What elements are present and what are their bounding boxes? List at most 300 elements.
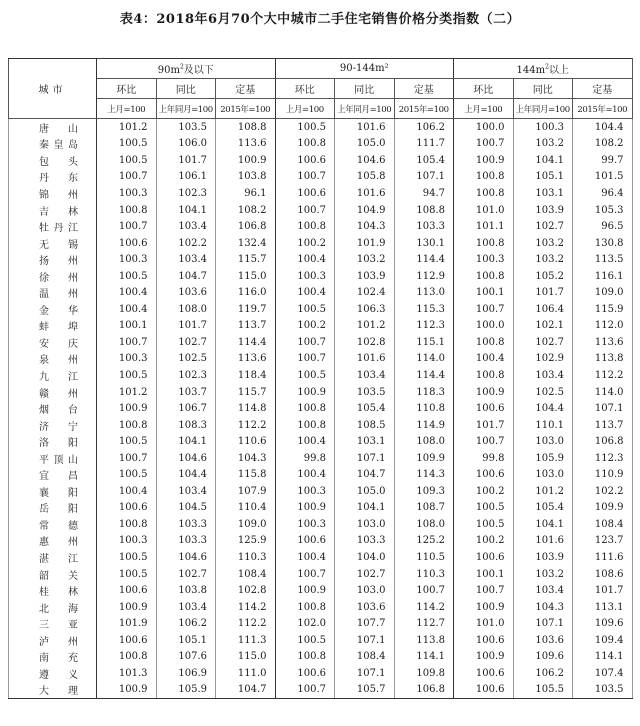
index-value: 132.4 [216, 235, 276, 252]
index-value: 105.0 [335, 136, 395, 153]
index-value: 101.3 [97, 665, 157, 682]
index-value: 109.6 [573, 615, 633, 632]
index-value: 103.3 [335, 533, 395, 550]
index-value: 104.7 [335, 466, 395, 483]
index-value: 100.5 [97, 566, 157, 583]
index-value: 103.4 [156, 483, 216, 500]
index-value: 96.5 [573, 218, 633, 235]
table-row [9, 119, 633, 136]
index-value: 100.5 [275, 632, 335, 649]
index-value: 106.2 [394, 119, 454, 136]
index-value: 110.3 [216, 549, 276, 566]
table-row [9, 218, 633, 235]
index-value: 114.2 [394, 599, 454, 616]
city-name: 宜昌 [9, 466, 97, 483]
index-value: 103.4 [513, 367, 573, 384]
index-value: 107.9 [216, 483, 276, 500]
city-name: 蚌埠 [9, 318, 97, 335]
index-value: 104.1 [156, 202, 216, 219]
index-value: 100.3 [97, 351, 157, 368]
index-value: 100.5 [97, 549, 157, 566]
index-value: 103.3 [156, 533, 216, 550]
index-value: 109.6 [513, 649, 573, 666]
index-value: 100.8 [275, 136, 335, 153]
index-value: 100.7 [97, 218, 157, 235]
index-value: 108.4 [573, 516, 633, 533]
index-value: 110.9 [573, 466, 633, 483]
index-value: 103.4 [156, 599, 216, 616]
index-value: 101.7 [156, 318, 216, 335]
index-value: 104.1 [513, 152, 573, 169]
city-name: 安庆 [9, 334, 97, 351]
index-value: 96.1 [216, 185, 276, 202]
index-value: 102.5 [513, 384, 573, 401]
index-value: 102.5 [156, 351, 216, 368]
index-value: 119.7 [216, 301, 276, 318]
index-value: 106.3 [335, 301, 395, 318]
city-name: 扬州 [9, 251, 97, 268]
index-value: 123.7 [573, 533, 633, 550]
city-name: 南充 [9, 649, 97, 666]
city-name: 牡丹江 [9, 218, 97, 235]
index-value: 108.8 [394, 202, 454, 219]
index-value: 125.2 [394, 533, 454, 550]
index-value: 103.0 [513, 433, 573, 450]
index-value: 106.9 [156, 665, 216, 682]
index-value: 103.4 [335, 367, 395, 384]
index-value: 100.5 [275, 119, 335, 136]
index-value: 100.5 [97, 433, 157, 450]
index-value: 109.4 [573, 632, 633, 649]
index-value: 101.6 [513, 533, 573, 550]
index-value: 107.4 [573, 665, 633, 682]
index-value: 116.0 [216, 284, 276, 301]
index-value: 100.9 [275, 384, 335, 401]
index-value: 100.9 [454, 152, 514, 169]
index-value: 100.5 [275, 367, 335, 384]
index-value: 100.8 [275, 417, 335, 434]
city-name: 无锡 [9, 235, 97, 252]
index-value: 100.3 [275, 483, 335, 500]
index-value: 102.8 [216, 582, 276, 599]
index-value: 114.1 [394, 649, 454, 666]
city-name: 惠州 [9, 533, 97, 550]
index-value: 100.5 [97, 152, 157, 169]
index-value: 103.4 [513, 582, 573, 599]
base-header: 2015年=100 [216, 99, 276, 119]
index-value: 100.3 [275, 268, 335, 285]
index-value: 104.4 [573, 119, 633, 136]
index-value: 105.9 [513, 450, 573, 467]
index-value: 100.6 [454, 632, 514, 649]
index-value: 100.6 [454, 466, 514, 483]
index-value: 110.4 [216, 500, 276, 517]
index-value: 100.7 [275, 202, 335, 219]
index-value: 100.6 [97, 582, 157, 599]
index-value: 102.3 [156, 185, 216, 202]
index-value: 100.8 [454, 334, 514, 351]
metric-header: 同比 [156, 79, 216, 99]
index-value: 96.4 [573, 185, 633, 202]
index-value: 113.7 [573, 417, 633, 434]
index-value: 100.6 [454, 400, 514, 417]
index-value: 114.4 [216, 334, 276, 351]
index-value: 111.0 [216, 665, 276, 682]
index-value: 107.7 [335, 615, 395, 632]
index-value: 101.7 [573, 582, 633, 599]
index-value: 100.7 [97, 169, 157, 186]
index-value: 105.5 [513, 682, 573, 699]
city-name: 吉林 [9, 202, 97, 219]
index-value: 105.1 [156, 632, 216, 649]
table-row [9, 318, 633, 335]
city-name: 平顶山 [9, 450, 97, 467]
index-value: 100.5 [275, 301, 335, 318]
index-value: 100.1 [454, 566, 514, 583]
index-value: 100.4 [97, 284, 157, 301]
index-value: 100.9 [97, 599, 157, 616]
city-name: 北海 [9, 599, 97, 616]
index-value: 114.1 [573, 649, 633, 666]
index-value: 107.1 [335, 665, 395, 682]
index-value: 101.9 [335, 235, 395, 252]
city-column-header: 城市 [9, 59, 97, 119]
index-value: 100.8 [275, 599, 335, 616]
index-value: 100.0 [454, 119, 514, 136]
table-row [9, 351, 633, 368]
index-value: 114.2 [216, 599, 276, 616]
index-value: 115.1 [394, 334, 454, 351]
index-value: 112.2 [573, 367, 633, 384]
index-value: 104.6 [156, 450, 216, 467]
index-value: 116.1 [573, 268, 633, 285]
index-value: 100.7 [454, 582, 514, 599]
index-value: 113.6 [216, 351, 276, 368]
index-value: 102.0 [275, 615, 335, 632]
city-name: 济宁 [9, 417, 97, 434]
index-value: 103.8 [216, 169, 276, 186]
index-value: 103.2 [335, 251, 395, 268]
index-value: 110.1 [513, 417, 573, 434]
index-value: 100.6 [454, 682, 514, 699]
index-value: 100.5 [97, 367, 157, 384]
index-value: 100.8 [275, 218, 335, 235]
index-value: 102.2 [573, 483, 633, 500]
table-header [9, 59, 633, 119]
index-value: 101.2 [513, 483, 573, 500]
index-value: 104.4 [513, 400, 573, 417]
index-value: 108.7 [394, 500, 454, 517]
index-value: 103.4 [156, 251, 216, 268]
index-value: 103.9 [513, 549, 573, 566]
metric-header: 定基 [216, 79, 276, 99]
table-row [9, 417, 633, 434]
index-value: 114.4 [394, 367, 454, 384]
table-row [9, 367, 633, 384]
index-value: 100.8 [97, 516, 157, 533]
index-value: 113.8 [394, 632, 454, 649]
index-value: 100.8 [454, 268, 514, 285]
index-value: 108.0 [394, 516, 454, 533]
metric-header: 定基 [573, 79, 633, 99]
index-value: 99.7 [573, 152, 633, 169]
index-value: 103.3 [394, 218, 454, 235]
index-value: 100.4 [275, 284, 335, 301]
index-value: 111.7 [394, 136, 454, 153]
index-value: 112.7 [394, 615, 454, 632]
index-value: 100.6 [97, 235, 157, 252]
index-value: 111.6 [573, 549, 633, 566]
index-value: 100.9 [454, 599, 514, 616]
index-value: 100.5 [454, 500, 514, 517]
index-value: 103.3 [156, 516, 216, 533]
index-value: 105.7 [335, 682, 395, 699]
index-value: 114.9 [394, 417, 454, 434]
index-value: 100.8 [275, 400, 335, 417]
city-name: 大理 [9, 682, 97, 699]
index-value: 101.7 [513, 284, 573, 301]
table-row [9, 599, 633, 616]
index-value: 101.7 [454, 417, 514, 434]
index-value: 100.9 [97, 400, 157, 417]
index-value: 94.7 [394, 185, 454, 202]
index-value: 101.2 [97, 119, 157, 136]
index-value: 100.2 [275, 235, 335, 252]
base-header: 上年同月=100 [513, 99, 573, 119]
index-value: 100.7 [275, 334, 335, 351]
index-value: 99.8 [454, 450, 514, 467]
index-value: 108.4 [216, 566, 276, 583]
index-value: 100.5 [97, 466, 157, 483]
index-value: 114.8 [216, 400, 276, 417]
table-row [9, 549, 633, 566]
index-value: 100.6 [97, 500, 157, 517]
city-name: 遵义 [9, 665, 97, 682]
city-name: 岳阳 [9, 500, 97, 517]
index-value: 100.1 [97, 318, 157, 335]
table-row [9, 450, 633, 467]
index-value: 115.0 [216, 268, 276, 285]
index-value: 100.8 [454, 185, 514, 202]
group-header-large: $144m^2$以上 [454, 59, 633, 79]
index-value: 103.5 [335, 384, 395, 401]
index-value: 100.7 [394, 582, 454, 599]
index-value: 113.8 [573, 351, 633, 368]
metric-header-row [9, 79, 633, 99]
index-value: 100.2 [275, 318, 335, 335]
table-row [9, 433, 633, 450]
index-value: 100.8 [97, 417, 157, 434]
index-value: 100.6 [97, 632, 157, 649]
table-row [9, 483, 633, 500]
metric-header: 同比 [513, 79, 573, 99]
index-value: 103.2 [513, 136, 573, 153]
index-value: 109.9 [573, 500, 633, 517]
index-value: 103.7 [156, 384, 216, 401]
index-value: 101.7 [156, 152, 216, 169]
index-value: 103.6 [335, 599, 395, 616]
index-value: 113.0 [394, 284, 454, 301]
index-value: 109.8 [394, 665, 454, 682]
index-value: 100.8 [97, 649, 157, 666]
index-value: 100.4 [275, 549, 335, 566]
index-value: 103.2 [513, 251, 573, 268]
index-value: 103.2 [513, 235, 573, 252]
index-value: 100.8 [454, 235, 514, 252]
table-row [9, 136, 633, 153]
index-value: 107.1 [335, 450, 395, 467]
index-value: 101.2 [97, 384, 157, 401]
index-value: 100.4 [275, 433, 335, 450]
index-value: 118.3 [394, 384, 454, 401]
index-value: 100.5 [454, 516, 514, 533]
index-value: 112.2 [216, 615, 276, 632]
city-name: 泉州 [9, 351, 97, 368]
group-header-medium: 90-144m² [275, 59, 454, 79]
index-value: 102.7 [513, 218, 573, 235]
index-value: 113.7 [216, 318, 276, 335]
table-row [9, 665, 633, 682]
index-value: 100.9 [454, 649, 514, 666]
index-value: 100.3 [97, 251, 157, 268]
index-value: 100.7 [275, 682, 335, 699]
index-value: 125.9 [216, 533, 276, 550]
index-value: 100.7 [97, 334, 157, 351]
index-value: 104.4 [156, 466, 216, 483]
table-row [9, 185, 633, 202]
index-value: 108.6 [573, 566, 633, 583]
city-name: 包头 [9, 152, 97, 169]
index-value: 113.6 [216, 136, 276, 153]
index-value: 106.1 [156, 169, 216, 186]
table-row [9, 400, 633, 417]
index-value: 100.7 [454, 136, 514, 153]
index-value: 102.7 [156, 566, 216, 583]
price-index-table [8, 58, 633, 699]
index-value: 100.7 [275, 351, 335, 368]
index-value: 110.5 [394, 549, 454, 566]
index-value: 108.0 [394, 433, 454, 450]
metric-header: 环比 [97, 79, 157, 99]
index-value: 108.5 [335, 417, 395, 434]
table-row [9, 202, 633, 219]
index-value: 103.1 [513, 185, 573, 202]
index-value: 106.4 [513, 301, 573, 318]
base-header: 上月=100 [97, 99, 157, 119]
index-value: 104.3 [513, 599, 573, 616]
index-value: 103.9 [335, 268, 395, 285]
index-value: 100.4 [97, 301, 157, 318]
table-row [9, 466, 633, 483]
index-value: 112.3 [394, 318, 454, 335]
city-name: 秦皇岛 [9, 136, 97, 153]
index-value: 100.2 [454, 483, 514, 500]
table-row [9, 533, 633, 550]
index-value: 102.8 [335, 334, 395, 351]
table-row [9, 152, 633, 169]
index-value: 100.7 [275, 169, 335, 186]
index-value: 103.0 [335, 516, 395, 533]
table-row [9, 334, 633, 351]
index-value: 100.5 [97, 268, 157, 285]
index-value: 107.1 [513, 615, 573, 632]
index-value: 109.3 [394, 483, 454, 500]
index-value: 105.1 [513, 169, 573, 186]
index-value: 113.6 [573, 334, 633, 351]
base-header: 2015年=100 [573, 99, 633, 119]
base-header: 上月=100 [275, 99, 335, 119]
table-row [9, 251, 633, 268]
index-value: 103.0 [513, 466, 573, 483]
index-value: 118.4 [216, 367, 276, 384]
index-value: 108.8 [216, 119, 276, 136]
index-value: 109.9 [394, 450, 454, 467]
index-value: 100.4 [275, 466, 335, 483]
city-name: 唐山 [9, 119, 97, 136]
table-row [9, 649, 633, 666]
index-value: 101.5 [573, 169, 633, 186]
index-value: 100.3 [97, 185, 157, 202]
index-value: 100.6 [454, 665, 514, 682]
table-title: 表4：2018年6月70个大中城市二手住宅销售价格分类指数（二） [119, 12, 521, 27]
index-value: 100.9 [275, 500, 335, 517]
index-value: 100.8 [454, 169, 514, 186]
index-value: 102.4 [335, 284, 395, 301]
index-value: 100.0 [454, 318, 514, 335]
index-value: 100.9 [454, 384, 514, 401]
index-value: 100.7 [97, 450, 157, 467]
index-value: 100.3 [275, 516, 335, 533]
index-value: 104.6 [156, 549, 216, 566]
index-value: 100.6 [275, 533, 335, 550]
table-row [9, 384, 633, 401]
table-body [9, 119, 633, 699]
index-value: 100.7 [275, 566, 335, 583]
index-value: 100.4 [454, 351, 514, 368]
index-value: 105.4 [335, 400, 395, 417]
index-value: 100.7 [454, 301, 514, 318]
index-value: 112.9 [394, 268, 454, 285]
city-name: 泸州 [9, 632, 97, 649]
index-value: 101.2 [335, 318, 395, 335]
table-row [9, 615, 633, 632]
table-row [9, 268, 633, 285]
index-value: 115.3 [394, 301, 454, 318]
metric-header: 环比 [275, 79, 335, 99]
index-value: 108.2 [216, 202, 276, 219]
group-header-small: $90m^2$及以下 [97, 59, 276, 79]
index-value: 100.6 [454, 549, 514, 566]
index-value: 112.2 [216, 417, 276, 434]
index-value: 115.7 [216, 384, 276, 401]
index-value: 112.0 [573, 318, 633, 335]
index-value: 101.6 [335, 351, 395, 368]
index-value: 113.5 [573, 251, 633, 268]
index-value: 102.7 [335, 566, 395, 583]
table-row [9, 682, 633, 699]
index-value: 103.0 [335, 582, 395, 599]
index-value: 105.8 [335, 169, 395, 186]
index-value: 100.1 [454, 284, 514, 301]
table-row [9, 235, 633, 252]
city-name: 桂林 [9, 582, 97, 599]
index-value: 104.7 [156, 268, 216, 285]
index-value: 103.8 [156, 582, 216, 599]
index-value: 106.0 [156, 136, 216, 153]
index-value: 107.1 [573, 400, 633, 417]
index-value: 103.6 [156, 284, 216, 301]
index-value: 106.7 [156, 400, 216, 417]
